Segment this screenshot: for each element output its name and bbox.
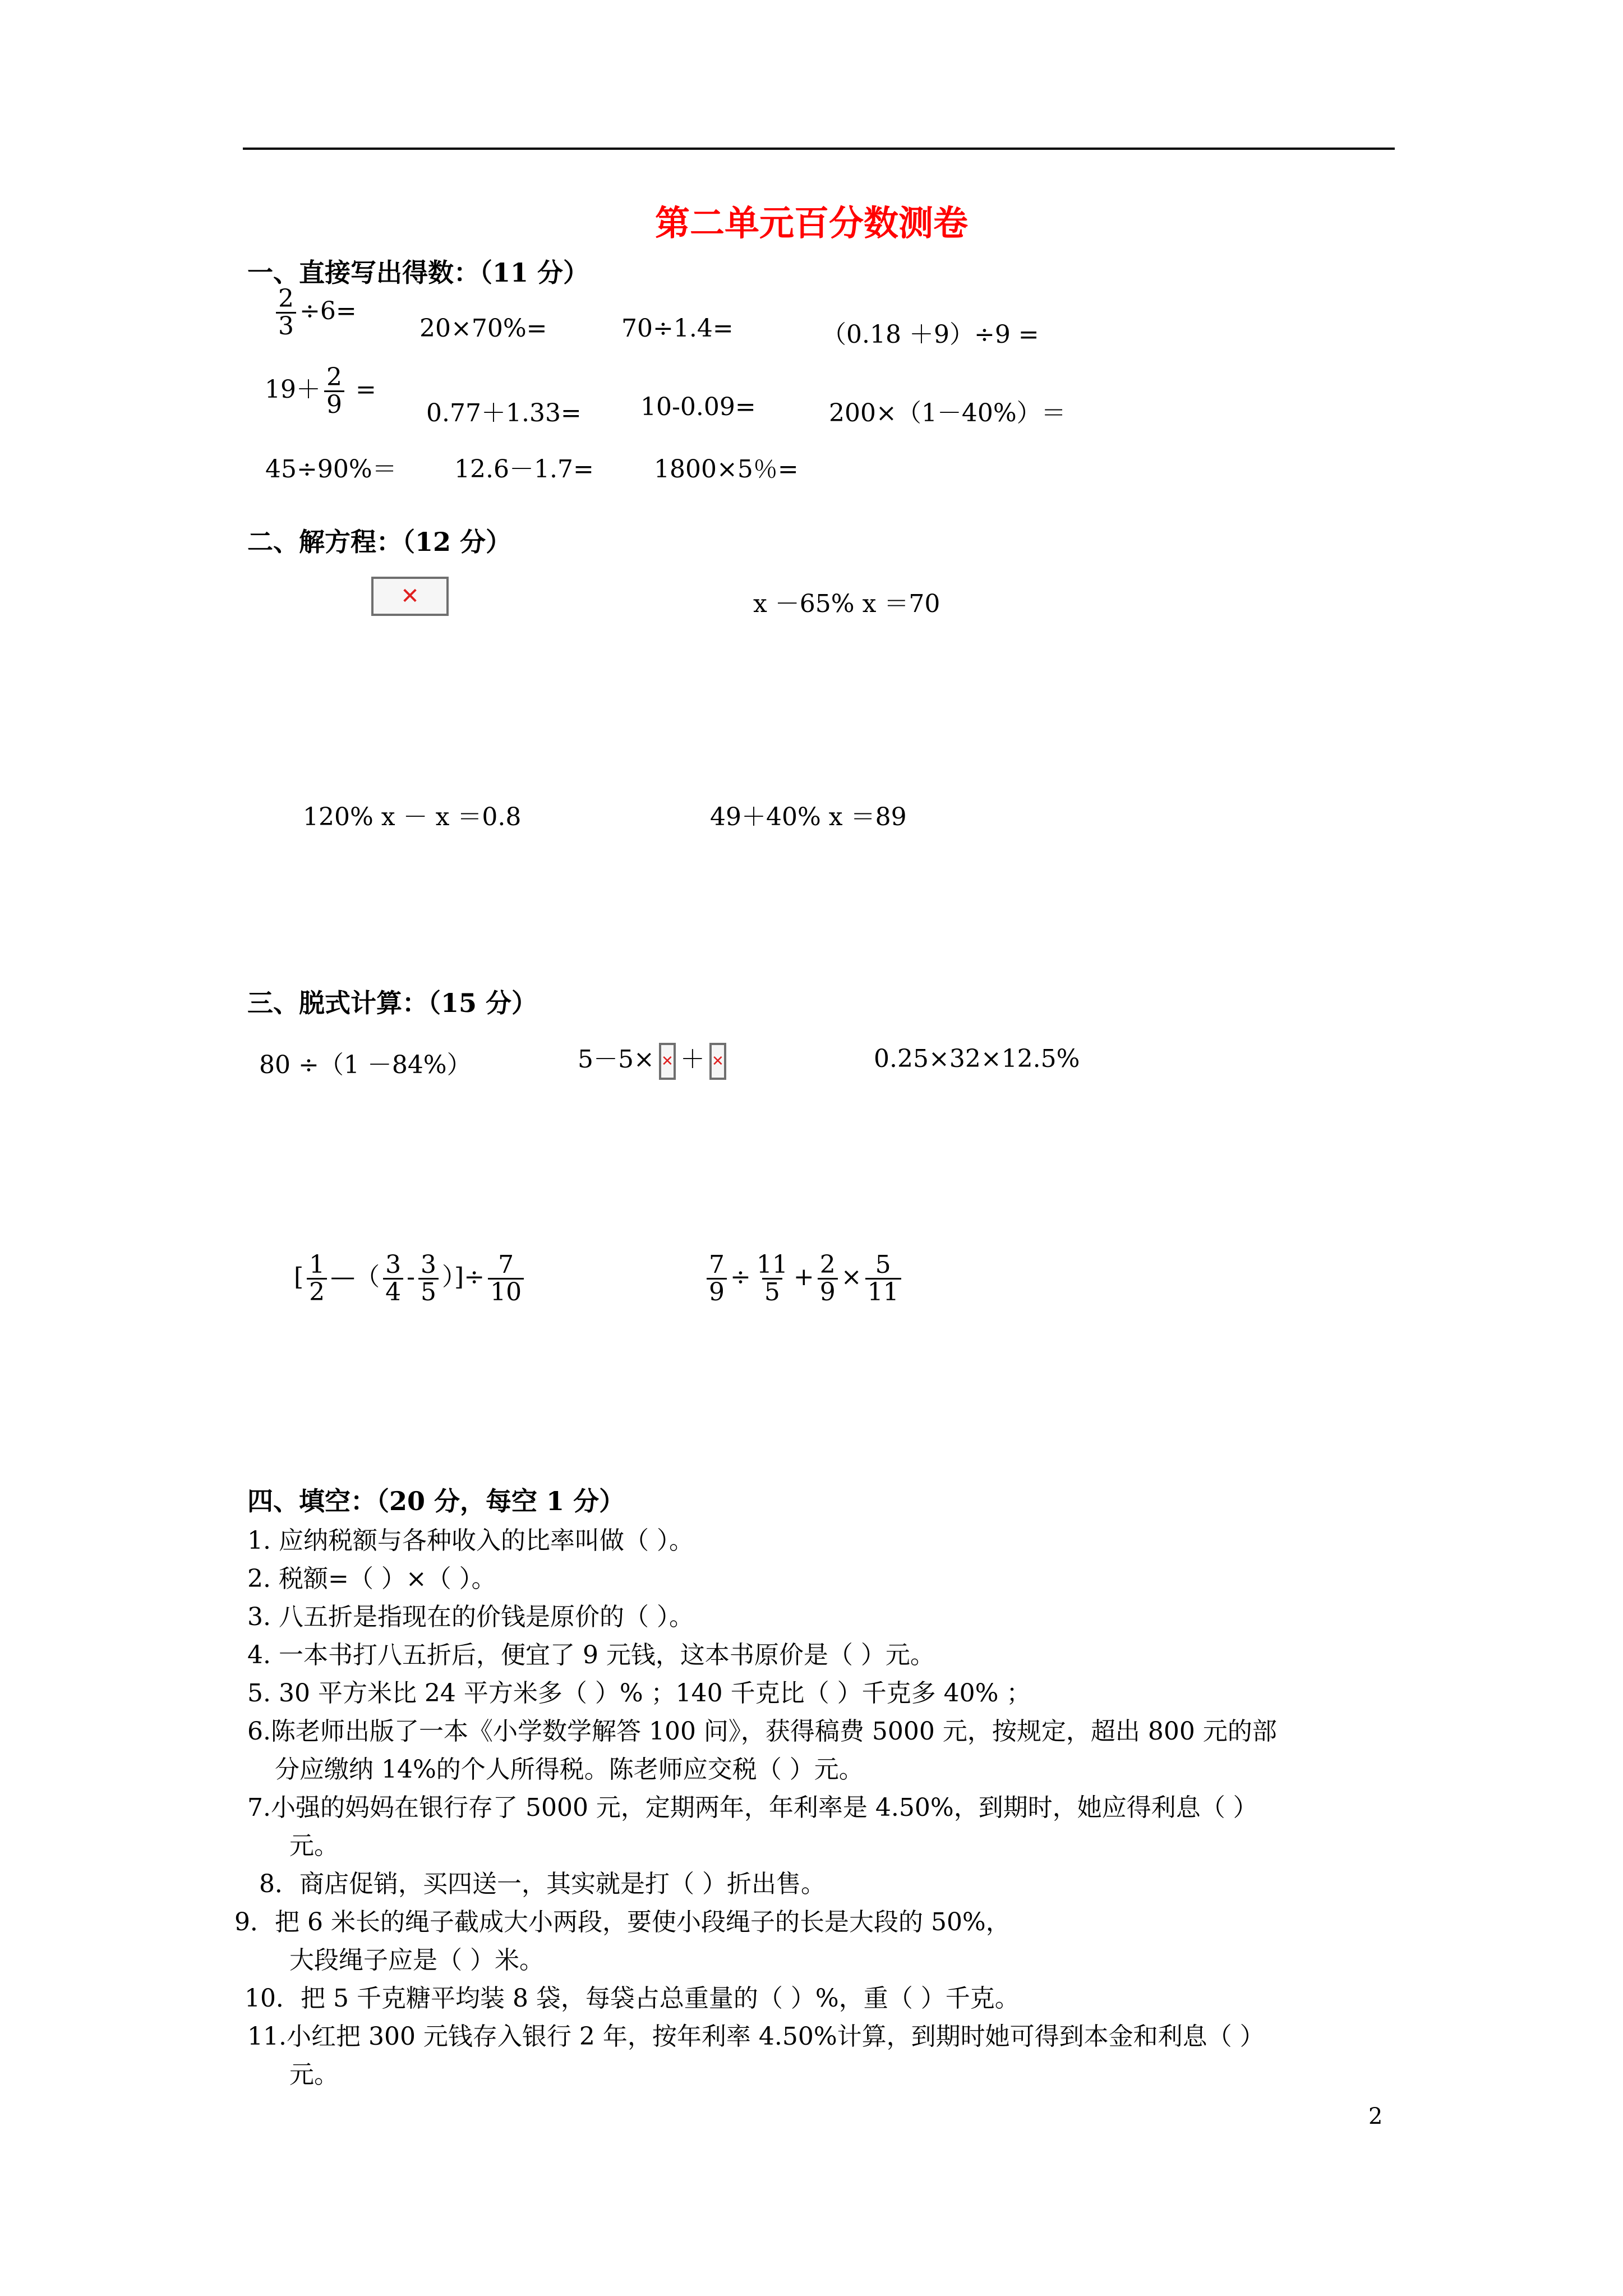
question-6-line-2: 分应缴纳 14%的个人所得税。陈老师应交税（ ）元。 [275,1755,864,1784]
expr-1-4: （0.18 ＋9）÷9 = [822,320,1039,349]
expr-2-1: 19＋ $\frac{2}{9}$ = [265,363,376,420]
question-10: 10．把 5 千克糖平均装 8 袋，每袋占总重量的（ ）%，重（ ）千克。 [245,1984,1020,2013]
calc-3: 0.25×32×12.5% [874,1045,1080,1073]
question-2: 2. 税额=（ ）×（ ）。 [247,1565,496,1593]
calc-5: $\frac{7}{9}$ ÷ $\frac{11}{5}$ + $\frac{2}{9}$ × $\frac{5}{11}$ [703,1252,905,1305]
fraction: $\frac{2}{9}$ [818,1252,838,1305]
fraction: $\frac{3}{4}$ [383,1252,403,1305]
expr-1-2: 20×70%= [419,314,547,343]
expr-2-3: 10-0.09= [640,393,756,421]
question-6-line-1: 6.陈老师出版了一本《小学数学解答 100 问》，获得稿费 5000 元，按规定，超出 800 元的部 [247,1717,1277,1746]
question-3: 3. 八五折是指现在的价钱是原价的（ ）。 [247,1603,694,1631]
expr-3-2: 12.6－1.7= [454,455,594,484]
broken-image-icon: ✕ [371,577,449,616]
expr-3-1: 45÷90%＝ [265,455,397,484]
calc-4: [ $\frac{1}{2}$ —（ $\frac{3}{4}$ - $\frac{3}{5}$ ）]÷ $\frac{7}{10}$ [294,1252,527,1305]
question-4: 4. 一本书打八五折后，便宜了 9 元钱，这本书原价是（ ）元。 [247,1641,935,1669]
calc-2: 5－5× ✕ ＋ ✕ [578,1039,731,1080]
expr-1-1: $\frac{2}{3}$ ÷6= [273,286,357,339]
expr-3-3: 1800×5％= [654,455,799,484]
section-3-heading: 三、脱式计算：（15 分） [247,988,538,1018]
calc-1: 80 ÷（1 －84%） [259,1051,472,1079]
fraction: $\frac{11}{5}$ [756,1250,788,1307]
question-8: 8．商店促销，买四送一，其实就是打（ ）折出售。 [259,1870,826,1898]
section-2-heading: 二、解方程：（12 分） [247,527,512,557]
question-11-line-2: 元。 [289,2060,339,2089]
question-9-line-2: 大段绳子应是（ ）米。 [289,1946,544,1975]
fraction: $\frac{2}{3}$ [276,286,296,339]
question-7-line-1: 7.小强的妈妈在银行存了 5000 元，定期两年，年利率是 4.50%，到期时，她应得利息（ ） [247,1793,1258,1822]
section-1-heading: 一、直接写出得数：（11 分） [247,257,589,288]
question-1: 1. 应纳税额与各种收入的比率叫做（ ）。 [247,1526,694,1555]
question-5: 5. 30 平方米比 24 平方米多（ ）% ；140 千克比（ ）千克多 40% ； [247,1679,1031,1708]
fraction: $\frac{2}{9}$ [324,365,344,418]
expr-2-2: 0.77＋1.33= [426,399,582,427]
section-4-heading: 四、填空：（20 分，每空 1 分） [247,1486,625,1516]
broken-image-icon: ✕ [659,1043,676,1080]
equation-2: x －65% x ＝70 [753,590,940,618]
equation-4: 49＋40% x ＝89 [710,803,907,831]
broken-image-icon: ✕ [709,1043,726,1080]
question-9-line-1: 9．把 6 米长的绳子截成大小两段，要使小段绳子的长是大段的 50%， [234,1908,1011,1936]
expr-1-3: 70÷1.4= [621,314,734,343]
fraction: $\frac{5}{11}$ [865,1252,901,1305]
page-title: 第二单元百分数测卷 [654,203,968,243]
question-7-line-2: 元。 [289,1832,339,1860]
equation-3: 120% x － x ＝0.8 [303,803,522,831]
fraction: $\frac{1}{2}$ [307,1252,327,1305]
header-rule [243,148,1395,150]
expr-2-4: 200×（1－40%）＝ [829,399,1066,427]
fraction: $\frac{7}{10}$ [488,1252,524,1305]
question-11-line-1: 11.小红把 300 元钱存入银行 2 年，按年利率 4.50%计算，到期时她可得到本金和利息（ ） [247,2022,1265,2051]
fraction: $\frac{7}{9}$ [707,1252,727,1305]
page-number: 2 [1368,2104,1383,2129]
fraction: $\frac{3}{5}$ [418,1252,439,1305]
